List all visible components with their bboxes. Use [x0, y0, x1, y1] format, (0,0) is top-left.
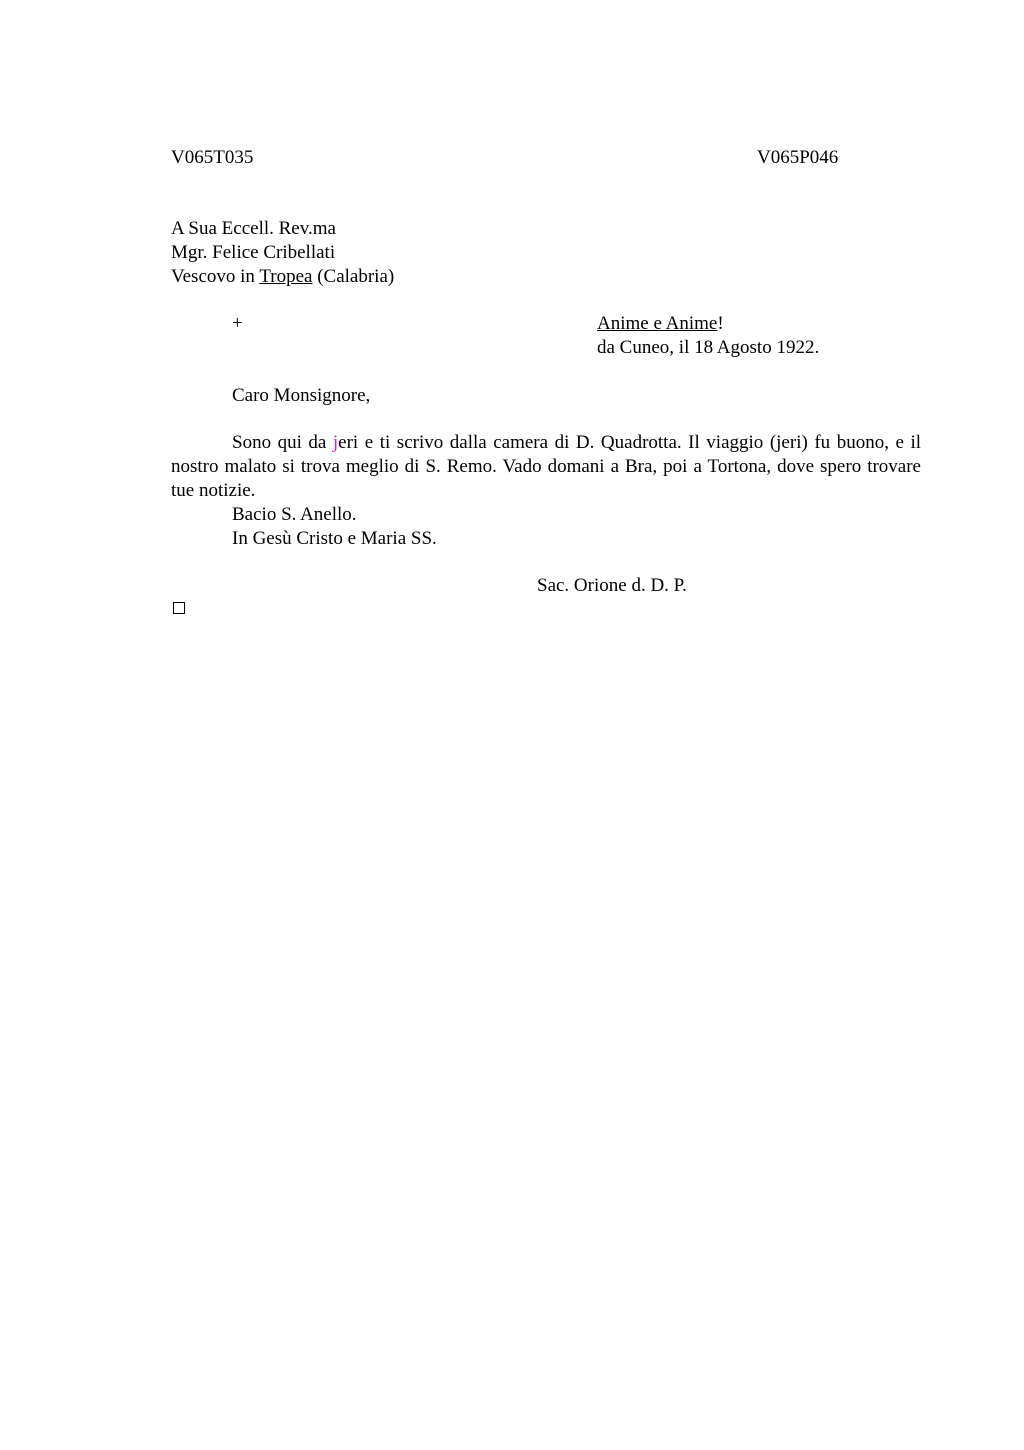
body-text-rest: eri e ti scrivo dalla camera di D. Quadrotta. Il viaggio (jeri) fu buono, e il nostro malato si trova meglio di S. Remo. Vado domani a Bra, poi a Tortona, dove spero trovare tue notizie. — [171, 432, 922, 501]
motto-text: Anime e Anime — [597, 313, 718, 334]
end-marker-box-icon — [173, 602, 185, 614]
address-line-1: A Sua Eccell. Rev.ma — [171, 218, 336, 239]
signature: Sac. Orione d. D. P. — [537, 575, 687, 596]
address-line-2: Mgr. Felice Cribellati — [171, 242, 336, 263]
letter-body — [171, 431, 921, 503]
salutation: Caro Monsignore, — [232, 385, 371, 406]
document-code-left: V065T035 — [171, 147, 254, 168]
address-line-3-suffix: (Calabria) — [312, 266, 395, 287]
address-place: Tropea — [259, 266, 313, 287]
body-text-start: Sono qui da — [232, 432, 333, 453]
motto-line — [597, 312, 819, 336]
closing-lines — [232, 503, 437, 551]
highlighted-letter: j — [332, 432, 339, 453]
address-line-3 — [171, 265, 394, 289]
motto-and-date — [597, 312, 819, 360]
place-date: da Cuneo, il 18 Agosto 1922. — [597, 337, 820, 358]
document-code-right: V065P046 — [757, 147, 839, 168]
closing-line-2: In Gesù Cristo e Maria SS. — [232, 528, 437, 549]
motto-suffix: ! — [717, 313, 724, 334]
closing-line-1: Bacio S. Anello. — [232, 504, 357, 525]
address-line-3-prefix: Vescovo in — [171, 266, 260, 287]
cross-symbol: + — [232, 313, 243, 334]
recipient-address — [171, 217, 394, 289]
